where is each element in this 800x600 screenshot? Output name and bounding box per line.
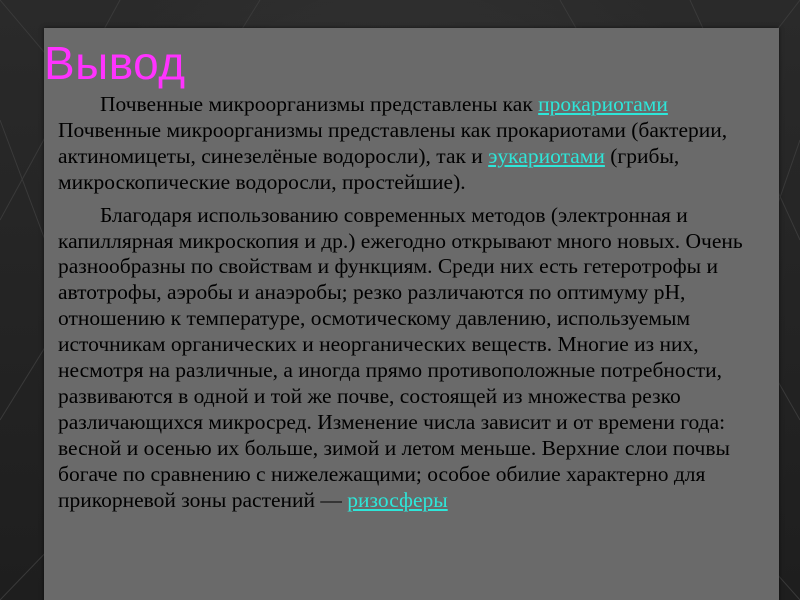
paragraph-1 xyxy=(58,92,773,196)
body-text xyxy=(58,92,773,521)
paragraph-1-part-2: Почвенные микроорганизмы представлены как прокариотами (бактерии, актиномицеты, синезелёные водоросли), так и xyxy=(58,117,728,168)
slide-title: Вывод xyxy=(44,37,186,89)
link-rhizosphere[interactable]: ризосферы xyxy=(347,487,448,512)
paragraph-1-part-3: (грибы, микроскопические водоросли, простейшие). xyxy=(58,143,680,194)
paragraph-2 xyxy=(58,203,773,514)
link-eukaryotes[interactable]: эукариотами xyxy=(488,143,605,168)
link-prokaryotes[interactable]: прокариотами xyxy=(538,92,668,116)
paragraph-2-text: Благодаря использованию современных методов (электронная и капиллярная микроскопия и др.) ежегодно открывают много новых. Очень разнообразны по свойствам и функциям. Среди них есть гетеротрофы и автотрофы, аэробы и анаэробы; резко различаются по оптимуму pH, отношению к температуре, осмотическому давлению, используемым источникам органических и неорганических веществ. Многие из них, несмотря на различные, а иногда прямо противоположные потребности, развиваются в одной и той же почве, состоящей из множества резко различающихся микросред. Изменение числа зависит и от времени года: весной и осенью их больше, зимой и летом меньше. Верхние слои почвы богаче по сравнению с нижележащими; особое обилие характерно для прикорневой зоны растений — xyxy=(58,202,743,512)
paragraph-1-part-1: Почвенные микроорганизмы представлены как xyxy=(100,92,539,116)
